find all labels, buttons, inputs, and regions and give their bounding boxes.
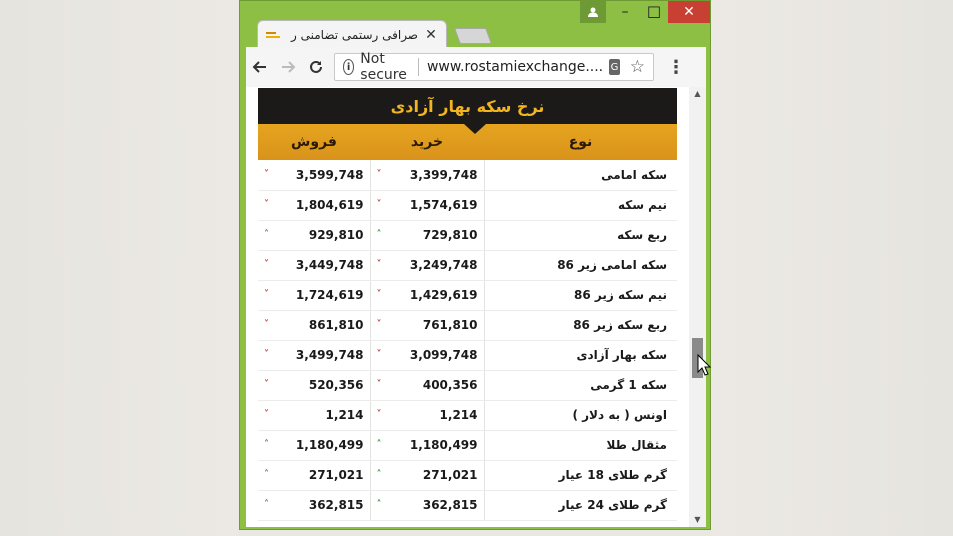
arrow-down-icon: ˅: [264, 349, 269, 360]
buy-cell: [370, 460, 484, 490]
buy-price: 1,214: [439, 408, 478, 422]
sell-cell: [258, 250, 370, 280]
arrow-down-icon: ˅: [264, 199, 269, 210]
scroll-up-icon[interactable]: ▲: [694, 89, 701, 98]
tab-close-icon[interactable]: ✕: [425, 26, 437, 43]
sell-price: 1,180,499: [295, 438, 364, 452]
sell-cell: [258, 280, 370, 310]
page-title: نرخ سکه بهار آزادی: [258, 88, 677, 124]
arrow-down-icon: ˅: [376, 349, 382, 360]
buy-price: 761,810: [422, 318, 478, 332]
buy-price: 362,815: [422, 498, 478, 512]
sell-price: 929,810: [308, 228, 364, 242]
sell-price: 3,599,748: [295, 167, 364, 182]
coin-name: نیم سکه زیر 86: [484, 280, 677, 310]
address-bar[interactable]: [334, 53, 654, 81]
arrow-down-icon: ˅: [264, 168, 269, 180]
coin-name: سکه 1 گرمی: [484, 370, 677, 400]
sell-cell: [258, 160, 370, 190]
buy-cell: [370, 430, 484, 460]
buy-price: 1,574,619: [409, 198, 478, 212]
buy-price: 3,099,748: [409, 348, 478, 362]
arrow-down-icon: ˅: [264, 259, 269, 270]
table-row: [258, 340, 677, 370]
table-row: [258, 280, 677, 310]
price-table: [258, 160, 677, 521]
buy-cell: [370, 490, 484, 520]
coin-name: گرم طلای 24 عیار: [484, 490, 677, 520]
sell-price: 362,815: [308, 498, 364, 512]
buy-cell: [370, 220, 484, 250]
sell-cell: [258, 430, 370, 460]
arrow-down-icon: ˅: [376, 168, 382, 180]
arrow-down-icon: ˅: [376, 319, 382, 330]
new-tab-button[interactable]: [454, 28, 492, 44]
arrow-down-icon: ˅: [376, 259, 382, 270]
tab-title: صرافی رستمی تضامنی ر: [291, 27, 418, 42]
arrow-up-icon: ˄: [264, 469, 269, 480]
arrow-down-icon: ˅: [264, 409, 269, 420]
sell-cell: [258, 460, 370, 490]
buy-cell: [370, 160, 484, 190]
sell-cell: [258, 220, 370, 250]
back-arrow-icon[interactable]: [246, 53, 274, 81]
table-row: [258, 430, 677, 460]
buy-price: 729,810: [422, 228, 478, 242]
browser-window: [239, 0, 711, 530]
arrow-down-icon: ˅: [376, 289, 382, 300]
buy-cell: [370, 250, 484, 280]
coin-name: سکه امامی زیر 86: [484, 250, 677, 280]
sell-price: 520,356: [308, 378, 364, 392]
page-viewport: [246, 87, 706, 527]
sell-price: 1,214: [325, 408, 364, 422]
sell-cell: [258, 370, 370, 400]
table-row: [258, 460, 677, 490]
arrow-up-icon: ˄: [376, 499, 382, 510]
buy-cell: [370, 370, 484, 400]
tab-active[interactable]: [257, 20, 447, 48]
buy-cell: [370, 190, 484, 220]
sell-price: 1,724,619: [295, 288, 364, 302]
arrow-up-icon: ˄: [264, 439, 269, 450]
bookmark-star-icon[interactable]: ☆: [629, 57, 645, 77]
coin-name: اونس ( به دلار ): [484, 400, 677, 430]
minimize-button[interactable]: –: [621, 4, 629, 20]
security-status: Not secure: [360, 51, 407, 83]
coin-name: ربع سکه: [484, 220, 677, 250]
buy-price: 271,021: [422, 468, 478, 482]
maximize-button[interactable]: ☐: [646, 2, 662, 22]
header-notch: [464, 124, 486, 134]
sell-price: 3,449,748: [295, 258, 364, 272]
site-favicon-icon: [266, 30, 280, 40]
coin-price-panel: [258, 88, 677, 521]
coin-name: گرم طلای 18 عیار: [484, 460, 677, 490]
sell-cell: [258, 490, 370, 520]
omnibox-divider: [418, 58, 419, 76]
arrow-down-icon: ˅: [264, 319, 269, 330]
arrow-down-icon: ˅: [376, 409, 382, 420]
arrow-up-icon: ˄: [264, 499, 269, 510]
scroll-down-icon[interactable]: ▼: [694, 515, 701, 524]
buy-price: 400,356: [422, 378, 478, 392]
coin-name: نیم سکه: [484, 190, 677, 220]
info-icon[interactable]: i: [343, 59, 354, 75]
sell-price: 3,499,748: [295, 348, 364, 362]
buy-cell: [370, 310, 484, 340]
table-row: [258, 490, 677, 520]
table-row: [258, 310, 677, 340]
close-window-button[interactable]: ✕: [668, 1, 710, 23]
column-header-buy: خرید: [410, 134, 444, 150]
coin-name: سکه بهار آزادی: [484, 340, 677, 370]
table-row: [258, 370, 677, 400]
buy-cell: [370, 400, 484, 430]
table-row: [258, 400, 677, 430]
buy-cell: [370, 340, 484, 370]
table-row: [258, 160, 677, 190]
reload-icon[interactable]: [302, 53, 330, 81]
sell-cell: [258, 190, 370, 220]
table-row: [258, 250, 677, 280]
coin-name: مثقال طلا: [484, 430, 677, 460]
coin-name: ربع سکه زیر 86: [484, 310, 677, 340]
column-header-sell: فروش: [291, 134, 337, 150]
coin-name: سکه امامی: [484, 160, 677, 190]
translate-icon[interactable]: G: [609, 59, 620, 75]
arrow-down-icon: ˅: [376, 199, 382, 210]
arrow-up-icon: ˄: [376, 439, 382, 450]
table-row: [258, 220, 677, 250]
browser-toolbar: [246, 47, 706, 87]
background-right: [711, 0, 953, 536]
title-bar: [240, 1, 710, 47]
arrow-up-icon: ˄: [376, 469, 382, 480]
table-row: [258, 190, 677, 220]
arrow-down-icon: ˅: [264, 289, 269, 300]
arrow-down-icon: ˅: [376, 379, 382, 390]
sell-price: 1,804,619: [295, 198, 364, 212]
user-profile-icon[interactable]: [580, 1, 606, 23]
sell-cell: [258, 400, 370, 430]
sell-cell: [258, 310, 370, 340]
background-left: [0, 0, 239, 536]
column-header-type: نوع: [568, 134, 593, 150]
buy-cell: [370, 280, 484, 310]
buy-price: 3,249,748: [409, 258, 478, 272]
table-header: [258, 124, 677, 160]
forward-arrow-icon[interactable]: [274, 53, 302, 81]
sell-cell: [258, 340, 370, 370]
sell-price: 271,021: [308, 468, 364, 482]
sell-price: 861,810: [308, 318, 364, 332]
arrow-down-icon: ˅: [264, 379, 269, 390]
browser-menu-icon[interactable]: ⋮: [667, 56, 685, 78]
url-text[interactable]: www.rostamiexchange....: [426, 59, 604, 75]
arrow-up-icon: ˄: [376, 229, 382, 240]
buy-price: 1,429,619: [409, 288, 478, 302]
arrow-up-icon: ˄: [264, 229, 269, 240]
buy-price: 3,399,748: [409, 167, 478, 182]
vertical-scrollbar[interactable]: [689, 87, 706, 527]
buy-price: 1,180,499: [409, 438, 478, 452]
